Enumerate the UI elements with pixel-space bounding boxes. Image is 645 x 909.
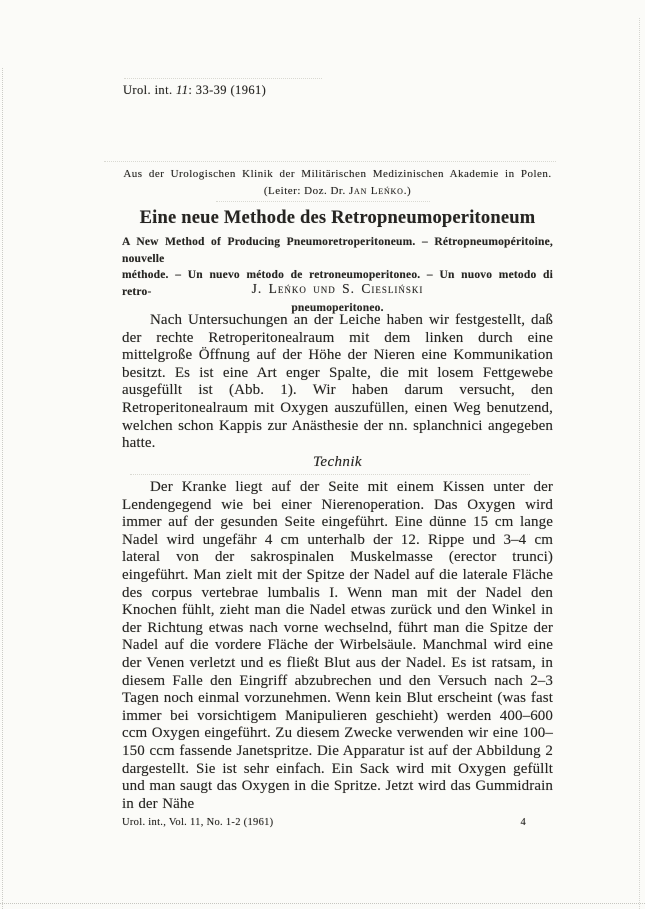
paragraph-text: Der Kranke liegt auf der Seite mit einem Kissen unter der Lendengegend wie bei einer Nierenoperation. Das Oxygen wird immer auf der gesunden Seite eingeführt. Eine dünne 15 cm lange Nadel wird ungefähr 4 cm unterhalb der 12. Rippe und 3–4 cm lateral von der sakrospinalen Muskelmasse (erector trunci) eingeführt. Man zielt mit der Spitze der Nadel auf die laterale Fläche des corpus vertebrae lumbalis I. Wenn man mit der Nadel den Knochen fühlt, zieht man die Nadel etwas zurück und den Winkel in der Richtung etwas nach vorne wechselnd, führt man die Spitze der Nadel auf die vordere Fläche der Wirbelsäule. Manchmal wird eine der Venen verletzt und es fließt Blut aus der Nadel. Es ist ratsam, in diesem Falle den Eingriff abzubrechen und den Versuch nach 2–3 Tagen noch einmal vorzunehmen. Wenn kein Blut erscheint (was fast immer bei vorsichtigem Manipulieren geschieht) werden 400–600 ccm Oxygen eingeführt. Zu diesem Zwecke verwenden wir eine 100–150 ccm fassende Janetspritze. Die Apparatur ist auf der Abbildung 2 dargestellt. Sie ist sehr einfach. Ein Sack wird mit Oxygen gefüllt und man saugt das Oxygen in die Spritze. Jetzt wird das Gummidrain in der Nähe (122, 479, 553, 812)
leader-prefix: (Leiter: Doz. Dr. (263, 184, 349, 197)
journal-reference (123, 83, 266, 98)
subtitle-line: méthode. – Un nuevo método de retroneumoperitoneo. – Un nuovo metodo di retro- (122, 269, 553, 298)
institution-leader-line (122, 183, 553, 200)
subtitle-line: pneumoperitoneo. (291, 302, 384, 314)
institution-block (122, 166, 553, 199)
authors-line: J. Leńko und S. Ciesliński (251, 281, 424, 296)
scan-edge-line-left (2, 68, 3, 909)
body-paragraph-1 (122, 312, 553, 453)
subtitle-line: A New Method of Producing Pneumoretroperitoneum. – Rétropneumopéritoine, nouvelle (122, 236, 553, 265)
journal-reference-pages: : 33-39 (1961) (188, 83, 267, 97)
section-heading-technik: Technik (313, 454, 362, 470)
page-number: 4 (520, 817, 526, 828)
article-title: Eine neue Methode des Retropneumoperitoneum (139, 208, 536, 228)
scan-noise (216, 201, 430, 202)
scan-noise (104, 161, 556, 162)
leader-suffix: .) (403, 184, 412, 197)
institution-line: Aus der Urologischen Klinik der Militärischen Medizinischen Akademie in Polen. (123, 168, 552, 180)
paragraph-text: Nach Untersuchungen an der Leiche haben wir festgestellt, daß der rechte Retroperitonealraum mit dem linken durch eine mittelgroße Öffnung auf der Höhe der Nieren eine Kommunikation besitzt. Es ist eine Art enger Spalte, die mit losem Fettgewebe ausgefüllt ist (Abb. 1). Wir haben darum versucht, den Retroperitonealraum mit Oxygen auszufüllen, einen Weg benutzend, welchen schon Kappis zur Anästhesie der nn. splanchnici angegeben hatte. (122, 312, 553, 452)
journal-reference-prefix: Urol. int. (123, 83, 177, 97)
footer-journal-info: Urol. int., Vol. 11, No. 1-2 (1961) (122, 817, 274, 828)
journal-volume: 11 (176, 83, 189, 97)
page-footer (122, 816, 553, 829)
scan-edge-line-right (639, 18, 640, 909)
scan-noise (124, 78, 322, 79)
scan-edge-line-bottom (0, 903, 645, 904)
leader-name: Jan Leńko (348, 184, 404, 197)
article-subtitle (122, 234, 553, 317)
scan-noise (130, 474, 530, 475)
body-paragraph-2 (122, 479, 553, 813)
